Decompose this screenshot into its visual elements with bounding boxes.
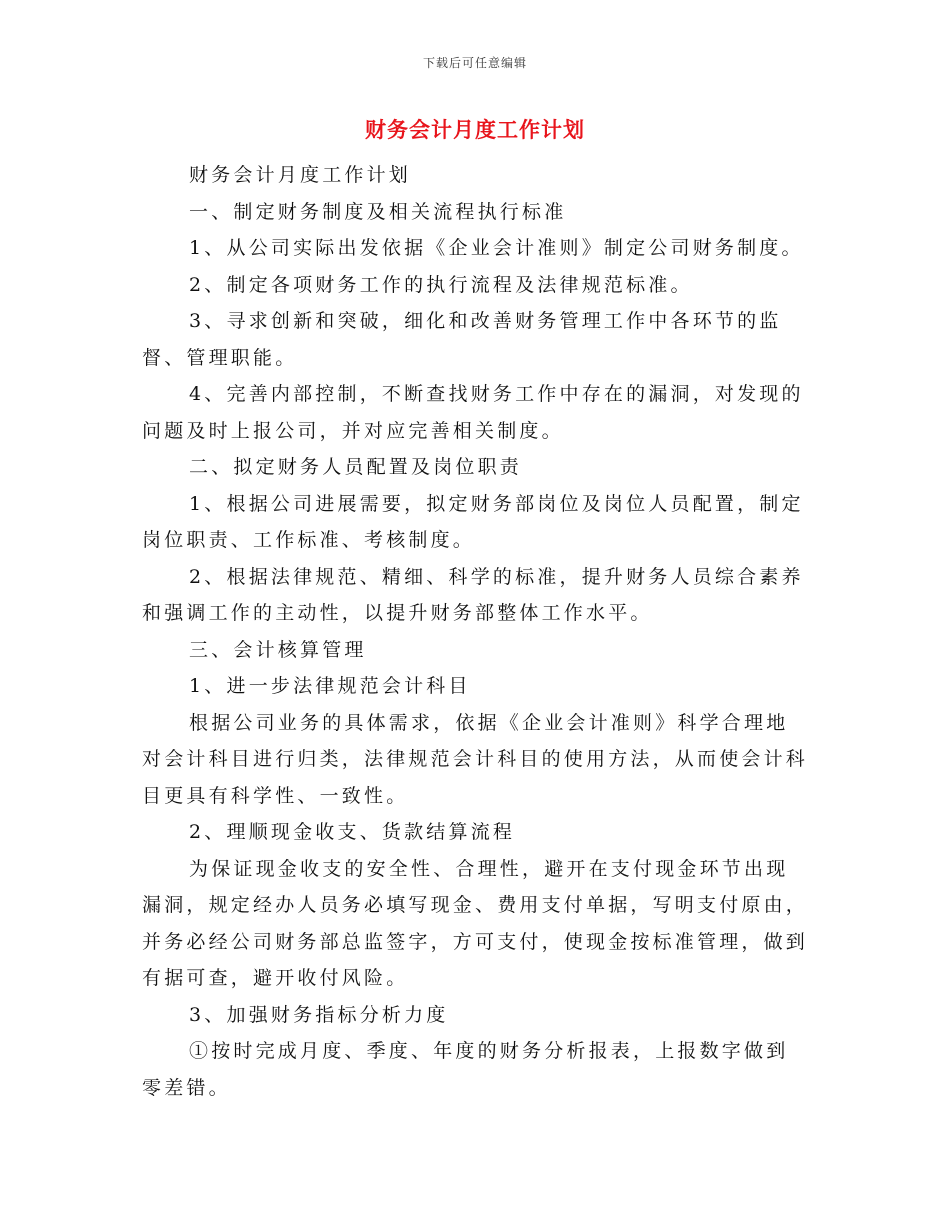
paragraph: 根据公司业务的具体需求，依据《企业会计准则》科学合理地对会计科目进行归类，法律规范会计科目的使用方法，从而使会计科目更具有科学性、一致性。 xyxy=(142,711,809,807)
paragraph: 1、根据公司进展需要，拟定财务部岗位及岗位人员配置，制定岗位职责、工作标准、考核制度。 xyxy=(142,492,804,551)
page-header: 下载后可任意编辑 xyxy=(422,56,527,70)
paragraph: 2、根据法律规范、精细、科学的标准，提升财务人员综合素养和强调工作的主动性，以提升财务部整体工作水平。 xyxy=(142,565,804,624)
paragraph: 财务会计月度工作计划 xyxy=(189,164,412,186)
paragraph: 1、从公司实际出发依据《企业会计准则》制定公司财务制度。 xyxy=(189,237,804,259)
subsection-heading: 3、加强财务指标分析力度 xyxy=(189,1003,449,1026)
subsection-heading: 1、进一步法律规范会计科目 xyxy=(189,675,471,697)
document-title: 财务会计月度工作计划 xyxy=(365,117,585,142)
paragraph: ①按时完成月度、季度、年度的财务分析报表，上报数字做到零差错。 xyxy=(142,1040,789,1099)
section-heading: 二、拟定财务人员配置及岗位职责 xyxy=(189,456,523,478)
subsection-heading: 2、理顺现金收支、货款结算流程 xyxy=(189,821,516,843)
paragraph: 4、完善内部控制，不断查找财务工作中存在的漏洞，对发现的问题及时上报公司，并对应完善相关制度。 xyxy=(142,383,804,442)
section-heading: 一、制定财务制度及相关流程执行标准 xyxy=(189,200,567,223)
paragraph: 为保证现金收支的安全性、合理性，避开在支付现金环节出现漏洞，规定经办人员务必填写现金、费用支付单据，写明支付原由，并务必经公司财务部总监签字，方可支付，使现金按标准管理，做到有据可查，避开收付风险。 xyxy=(142,857,809,989)
paragraph: 2、制定各项财务工作的执行流程及法律规范标准。 xyxy=(189,273,693,296)
document-body xyxy=(142,157,810,1106)
paragraph: 3、寻求创新和突破，细化和改善财务管理工作中各环节的监督、管理职能。 xyxy=(142,310,782,369)
section-heading: 三、会计核算管理 xyxy=(189,638,367,661)
